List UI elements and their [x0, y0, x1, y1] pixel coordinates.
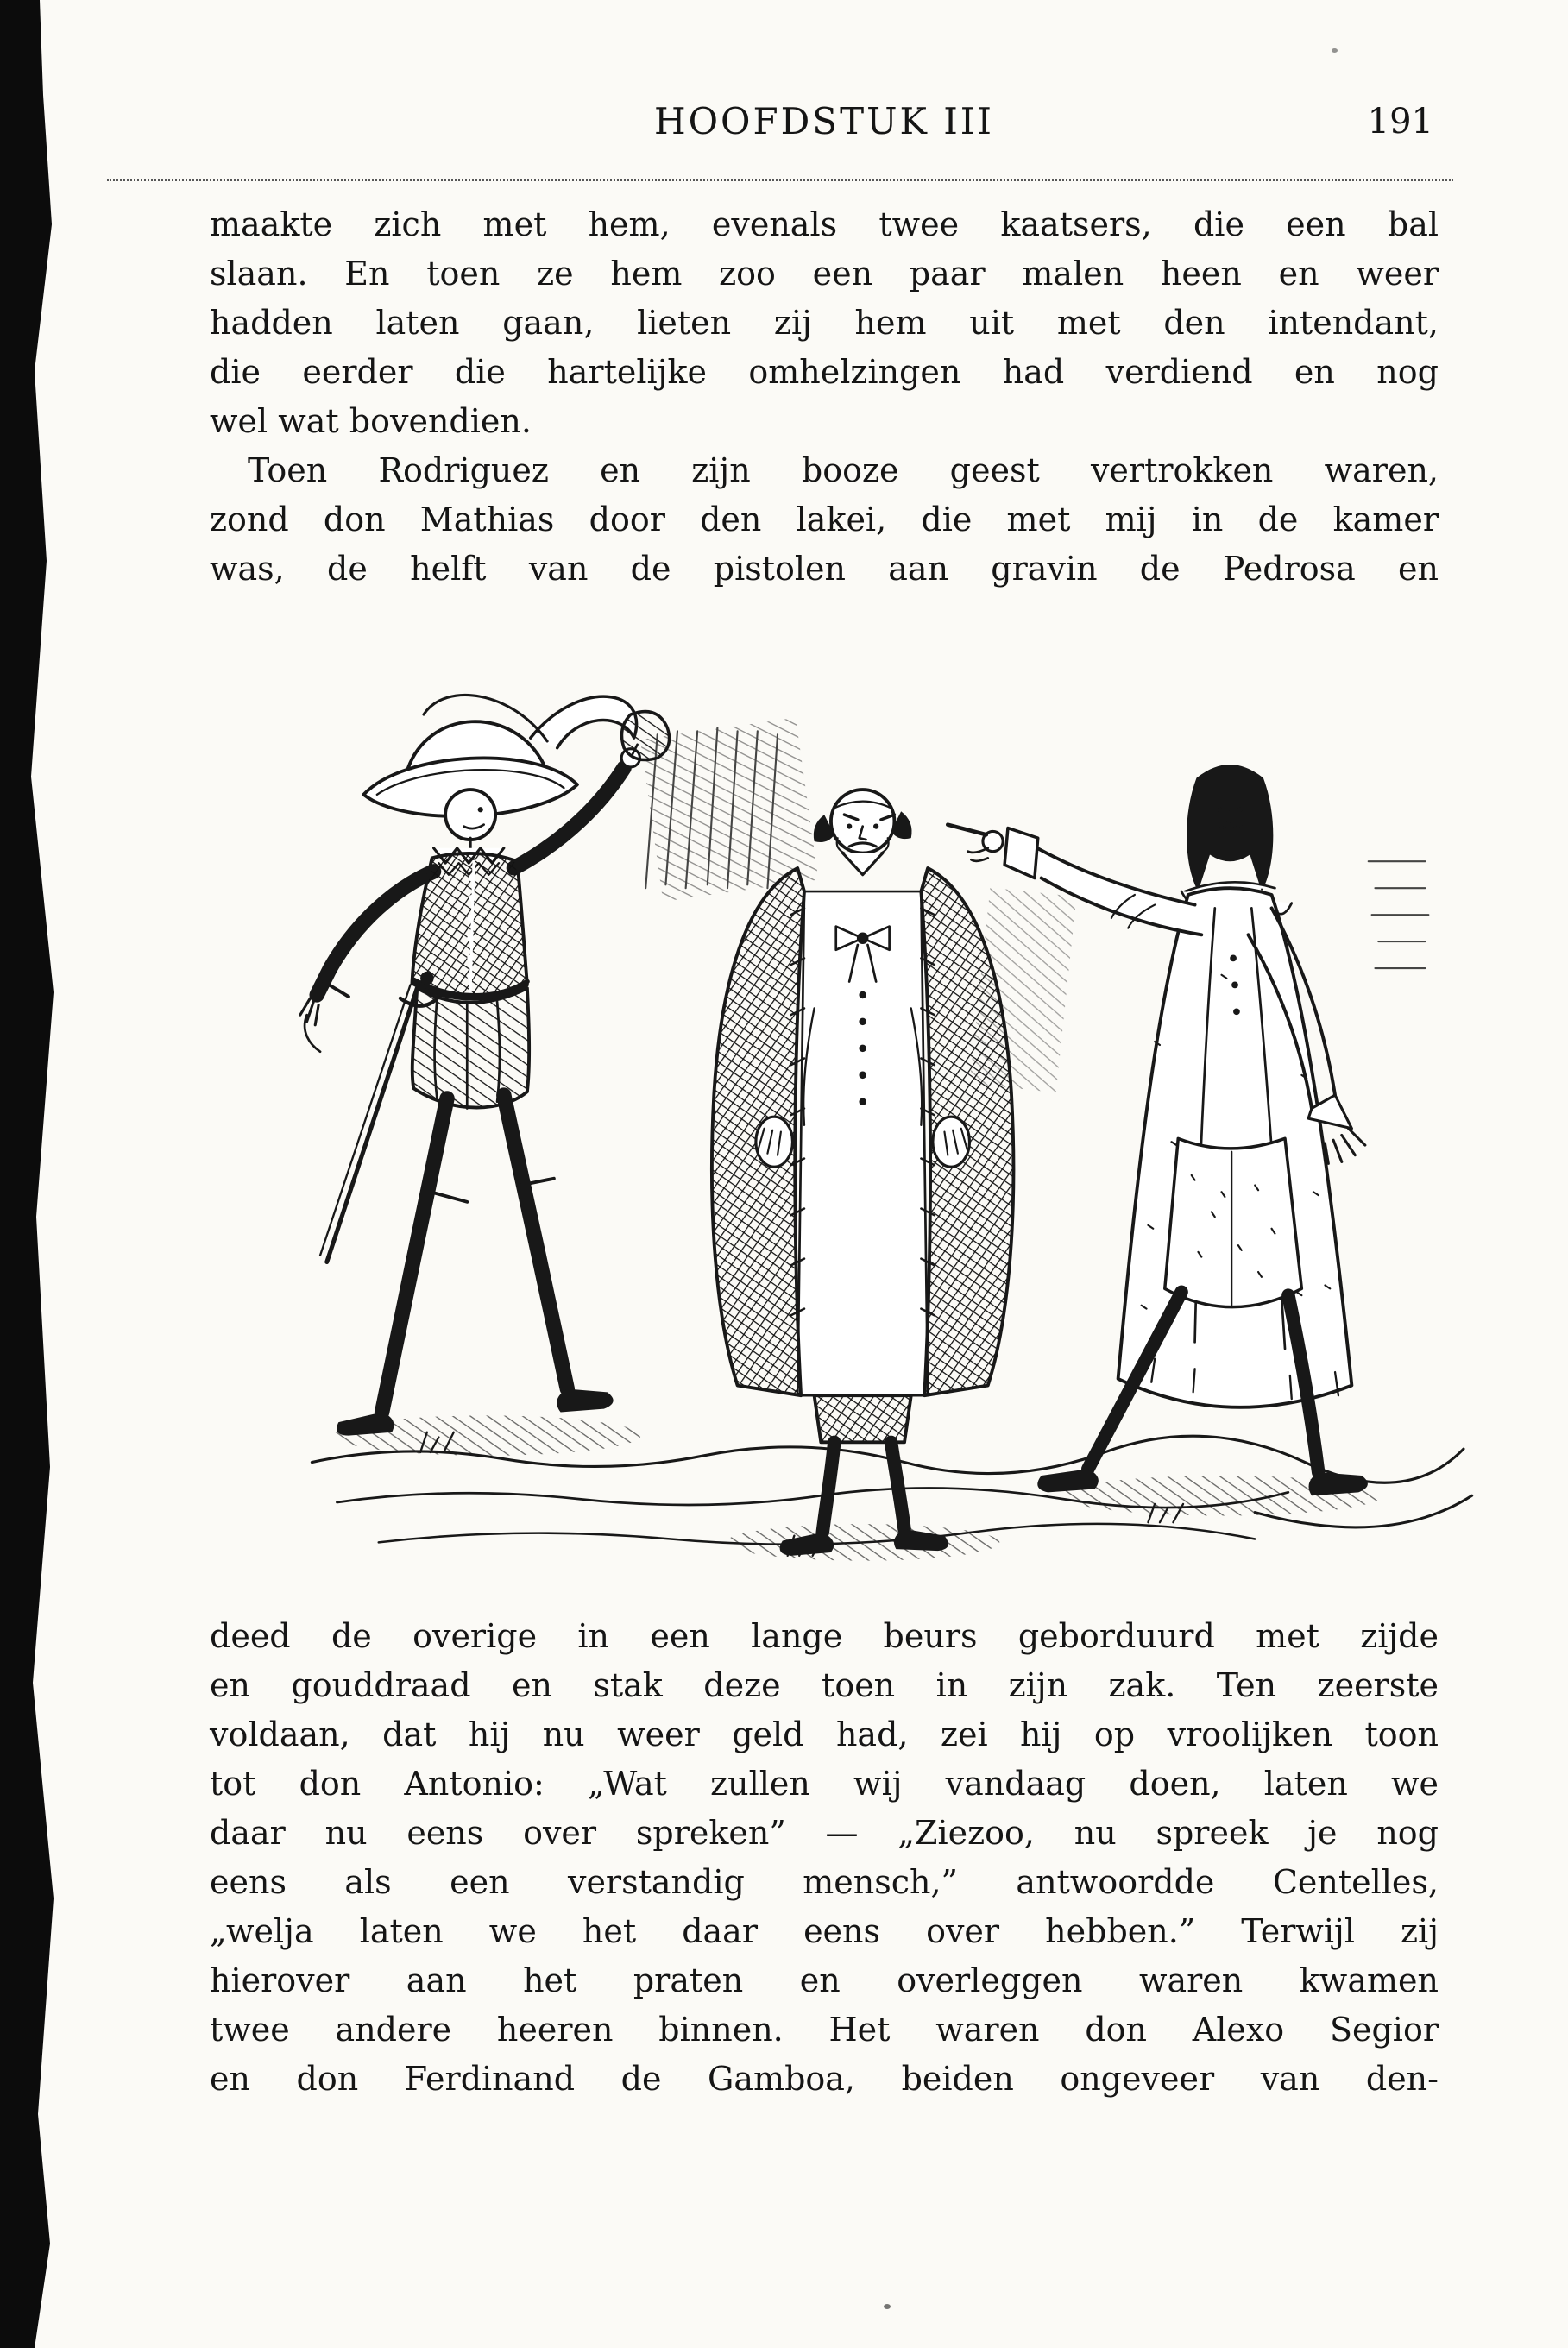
page-header: [210, 100, 1439, 147]
text-line: zond don Mathias door den lakei, die met mij in de kamer: [210, 500, 1439, 538]
text-line: deed de overige in een lange beurs geborduurd met zijde: [210, 1617, 1439, 1655]
page-number: 191: [1367, 102, 1433, 142]
text-line: tot don Antonio: „Wat zullen wij vandaag doen, laten we: [210, 1765, 1439, 1803]
text-line: maakte zich met hem, evenals twee kaatsers, die een bal: [210, 205, 1439, 243]
text-line: hierover aan het praten en overleggen waren kwamen: [210, 1961, 1439, 1999]
text-line: en don Ferdinand de Gamboa, beiden ongeveer van den-: [210, 2060, 1439, 2098]
text-line: die eerder die hartelijke omhelzingen had verdiend en nog: [210, 353, 1439, 391]
paragraph: [210, 446, 1439, 594]
text-line: slaan. En toen ze hem zoo een paar malen heen en weer: [210, 255, 1439, 293]
text-line: wel wat bovendien.: [210, 402, 532, 440]
cavalier-figure: [300, 695, 670, 1435]
bald-man-figure: [712, 790, 1013, 1556]
text-line: twee andere heeren binnen. Het waren don Alexo Segior: [210, 2011, 1439, 2049]
binding-edge: [0, 0, 59, 2348]
paragraph: [210, 1612, 1439, 2104]
text-block-bottom: [210, 1612, 1439, 2104]
chapter-title: HOOFDSTUK III: [654, 100, 994, 142]
engraving-svg: [220, 640, 1489, 1577]
text-line: hadden laten gaan, lieten zij hem uit met den intendant,: [210, 304, 1439, 342]
text-line: daar nu eens over spreken” — „Ziezoo, nu spreek je nog: [210, 1814, 1439, 1852]
text-line: Toen Rodriguez en zijn booze geest vertrokken waren,: [248, 451, 1439, 489]
text-line: „welja laten we het daar eens over hebben.” Terwijl zij: [210, 1912, 1439, 1950]
scan-speck: [884, 2304, 891, 2309]
text-line: en gouddraad en stak deze toen in zijn zak. Ten zeerste: [210, 1666, 1439, 1704]
dotted-rule: [107, 179, 1453, 181]
text-line: voldaan, dat hij nu weer geld had, zei hij op vroolijken toon: [210, 1715, 1439, 1753]
scan-speck: [1332, 48, 1338, 53]
illustration: [220, 640, 1489, 1577]
paragraph: [210, 200, 1439, 446]
text-line: was, de helft van de pistolen aan gravin de Pedrosa en: [210, 550, 1439, 588]
text-line: eens als een verstandig mensch,” antwoordde Centelles,: [210, 1863, 1439, 1901]
text-block-top: [210, 200, 1439, 594]
